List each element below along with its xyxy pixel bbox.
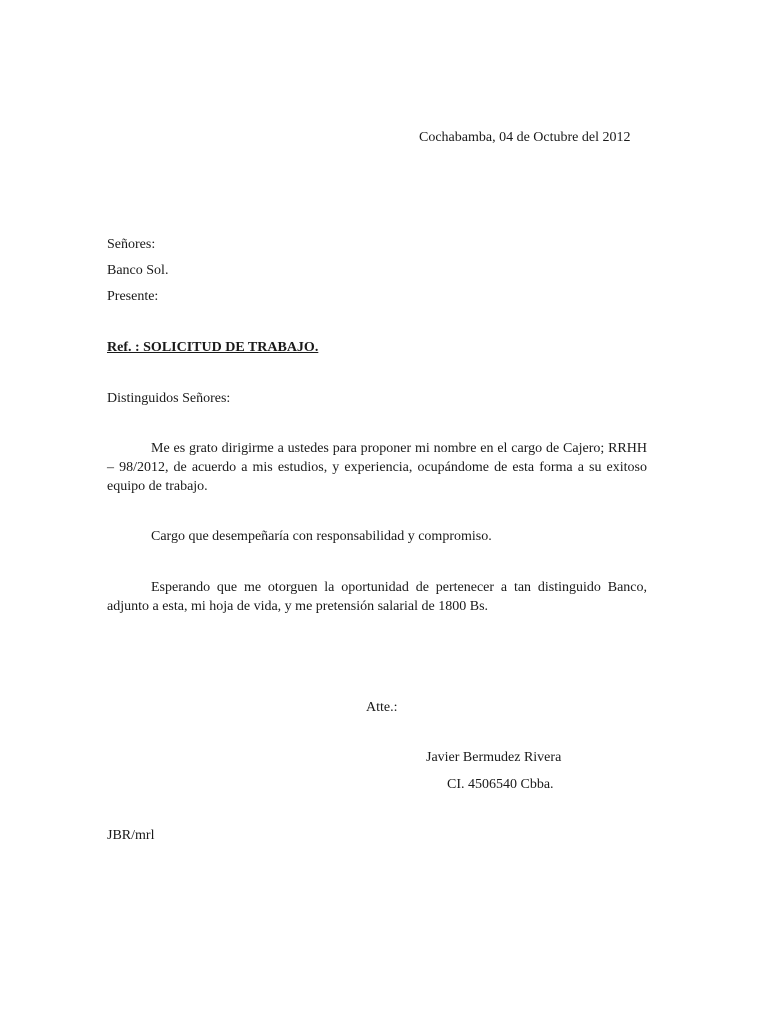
body-paragraph-1: Me es grato dirigirme a ustedes para proponer mi nombre en el cargo de Cajero; RRHH – 98/2012, de acuerdo a mis estudios, y experiencia, ocupándome de esta forma a su exitoso equipo de trabajo. xyxy=(107,441,647,494)
closing: Atte.: xyxy=(366,700,398,715)
signature-name: Javier Bermudez Rivera xyxy=(426,750,562,765)
recipient-line-3: Presente: xyxy=(107,289,159,304)
date-line: Cochabamba, 04 de Octubre del 2012 xyxy=(419,130,631,145)
body-paragraph-2: Cargo que desempeñaría con responsabilidad y compromiso. xyxy=(151,529,492,544)
salutation: Distinguidos Señores: xyxy=(107,391,231,406)
reference-initials: JBR/mrl xyxy=(107,828,155,843)
recipient-line-1: Señores: xyxy=(107,237,156,252)
reference-line: Ref. : SOLICITUD DE TRABAJO. xyxy=(107,340,319,355)
recipient-line-2: Banco Sol. xyxy=(107,263,169,278)
body-paragraph-3: Esperando que me otorguen la oportunidad de pertenecer a tan distinguido Banco, adjunto a esta, mi hoja de vida, y me pretensión salarial de 1800 Bs. xyxy=(107,580,647,614)
signature-id: CI. 4506540 Cbba. xyxy=(447,777,554,792)
